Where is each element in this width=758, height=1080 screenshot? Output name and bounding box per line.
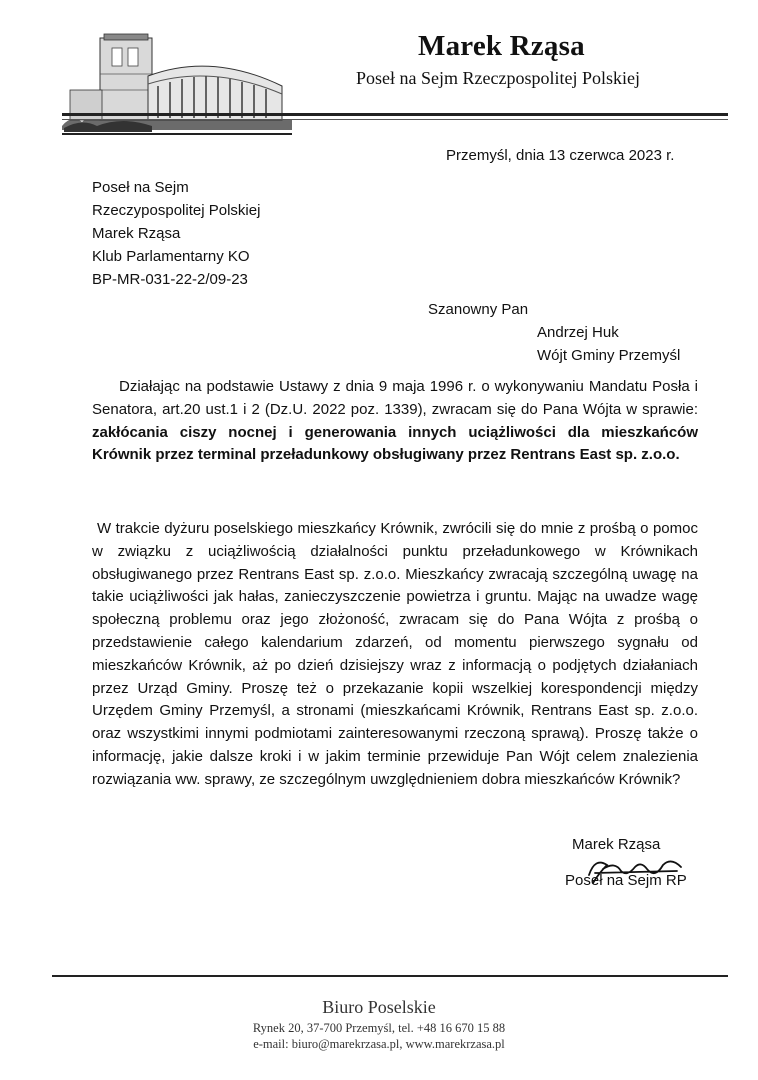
body-paragraph-intro [92, 376, 698, 467]
footer-title: Biuro Poselskie [322, 997, 436, 1017]
body-paragraph-main: W trakcie dyżuru poselskiego mieszkańcy Krównik, zwrócili się do mnie z prośbą o pomoc w związku z uciążliwością działalności punktu przeładunkowego w Krównikach obsługiwanego przez Rentrans East sp. z.o.o. Mieszkańcy zwracają szczególną uwagę na takie uciążliwości jak hałas, zanieczyszczenie powietrza i gruntu. Mając na uwadze wagę społeczną problemu oraz jego złożoność, zwracam się do Pana Wójta z prośbą o przedstawienie całego kalendarium zdarzeń, od momentu pierwszego sygnału od mieszkańców Krównik, aż po dzień dzisiejszy wraz z informacją o podjętych działaniach przez Urząd Gminy. Proszę też o przekazanie kopii wszelkiej korespondencji między Urzędem Gminy Przemyśl, a stronami (mieszkańcami Krównik, Rentrans East sp. z.o.o. oraz wszystkimi innymi podmiotami zainteresowanymi rzeczoną sprawą). Proszę także o informację, jakie dalsze kroki i w jakim terminie przewiduje Pan Wójt celem znalezienia rozwiązania ww. sprawy, ze szczególnym uwzględnieniem dobra mieszkańców Krównik? [92, 520, 698, 788]
sender-line: Poseł na Sejm [92, 179, 189, 196]
sender-block [92, 176, 260, 291]
intro-text: Działając na podstawie Ustawy z dnia 9 maja 1996 r. o wykonywaniu Mandatu Posła i Senatora, art.20 ust.1 i 2 (Dz.U. 2022 poz. 1339), zwracam się do Pana Wójta w sprawie: [92, 378, 698, 418]
letterhead-subtitle: Poseł na Sejm Rzeczpospolitej Polskiej [356, 68, 640, 88]
sender-line: Klub Parlamentarny KO [92, 248, 250, 265]
date-line: Przemyśl, dnia 13 czerwca 2023 r. [446, 147, 675, 164]
footer-address: Rynek 20, 37-700 Przemyśl, tel. +48 16 670 15 88 [252, 1021, 506, 1035]
signature-name: Marek Rząsa [572, 836, 661, 853]
letterhead-divider [62, 113, 728, 116]
footer-contact: e-mail: biuro@marekrzasa.pl, www.marekrzasa.pl [253, 1037, 505, 1051]
subject-text: zakłócania ciszy nocnej i generowania innych uciążliwości dla mieszkańców Krównik przez terminal przeładunkowy obsługiwany przez Rentrans East sp. z.o.o. [92, 423, 698, 464]
sender-line: Marek Rząsa [92, 225, 181, 242]
signature-title: Poseł na Sejm RP [565, 872, 687, 889]
addressee-salutation: Szanowny Pan [428, 301, 529, 318]
addressee-name: Andrzej Huk [537, 324, 619, 341]
letterhead-name: Marek Rząsa [418, 30, 585, 62]
addressee-title: Wójt Gminy Przemyśl [537, 347, 681, 364]
letterhead-divider-thin [62, 119, 728, 120]
footer-divider [52, 975, 728, 977]
sejm-building-icon [62, 30, 292, 142]
sender-reference: BP-MR-031-22-2/09-23 [92, 271, 248, 288]
sender-line: Rzeczypospolitej Polskiej [92, 202, 261, 219]
handwritten-signature-icon [585, 853, 685, 889]
